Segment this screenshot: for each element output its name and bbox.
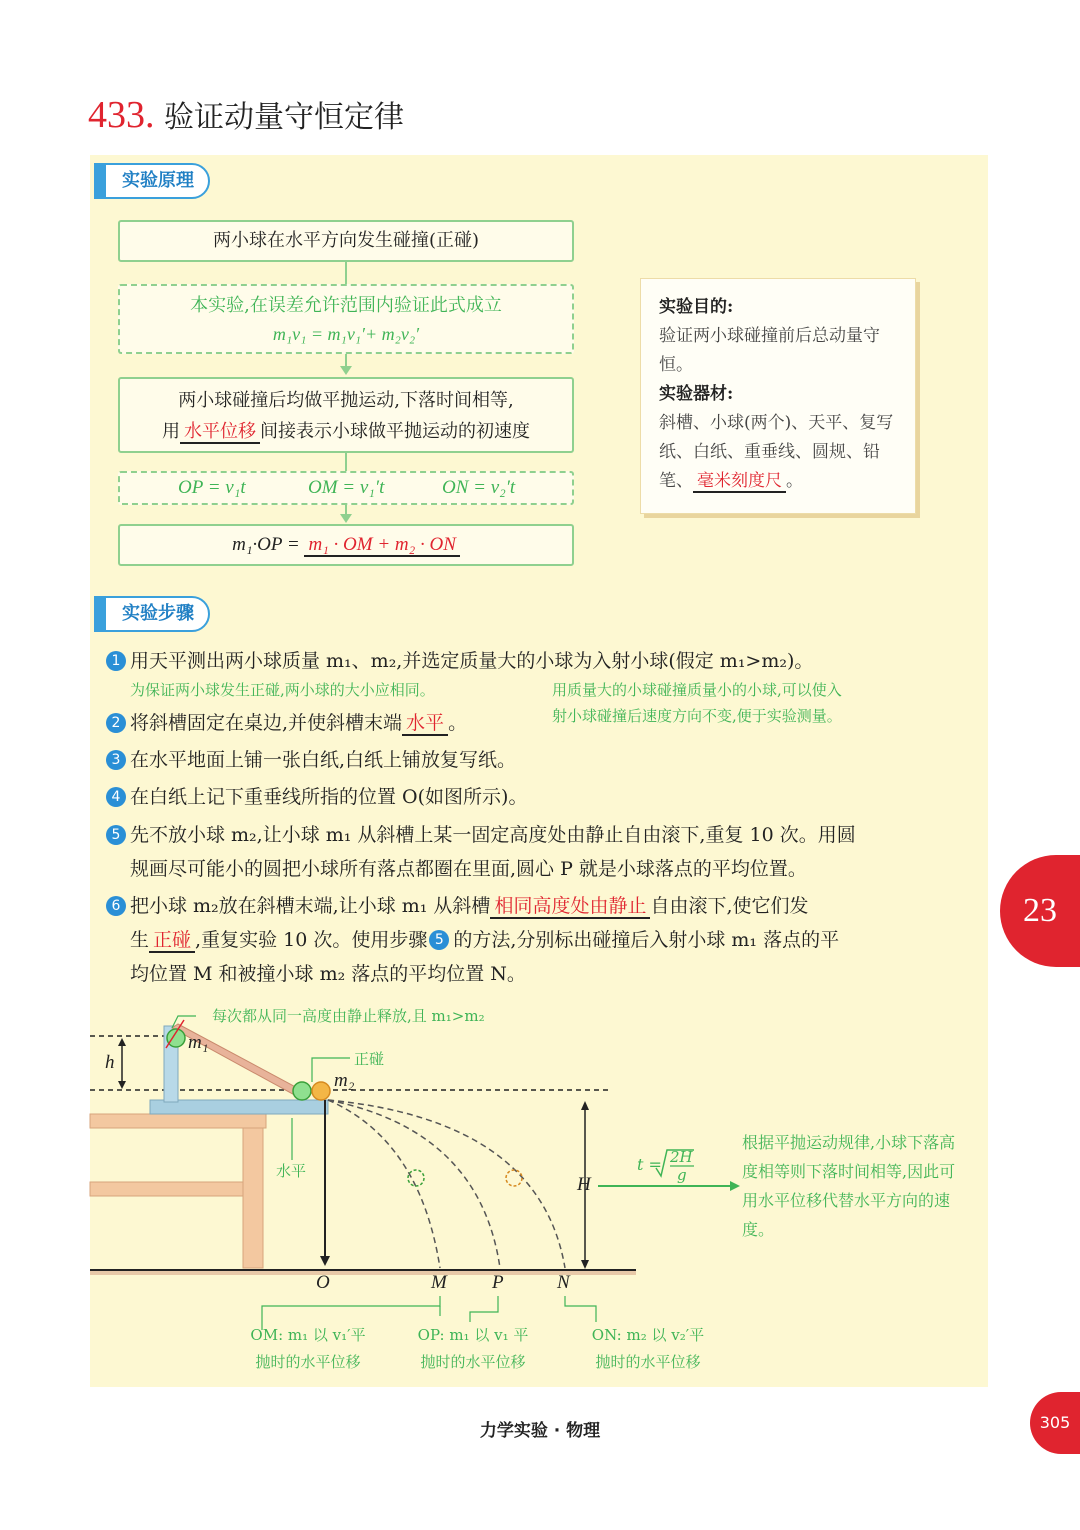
note-level: 水平 [276, 1162, 307, 1180]
note-head-on: 正碰 [354, 1050, 385, 1068]
step-ref-icon: 5 [429, 930, 449, 950]
flow-box-projectile-pre: 用 [162, 421, 180, 442]
section-number: 433. [88, 94, 155, 136]
note-same-height: 每次都从同一高度由静止释放,且 m₁>m₂ [212, 1007, 485, 1025]
note-same-size: 为保证两小球发生正碰,两小球的大小应相同。 [130, 681, 435, 699]
note-om [238, 1322, 378, 1376]
note-mass-line2: 射小球碰撞后速度方向不变,便于实验测量。 [552, 707, 842, 725]
step-number-icon: 5 [106, 825, 126, 845]
note-on [578, 1322, 718, 1376]
step-number-icon: 4 [106, 787, 126, 807]
section-title: 验证动量守恒定律 [164, 100, 405, 135]
label-O: O [316, 1272, 330, 1293]
arrow-down-icon [118, 1081, 126, 1089]
table-rail [90, 1182, 246, 1196]
bracket-op [470, 1296, 498, 1322]
formula-2H: 2H [670, 1148, 693, 1166]
step-number-icon: 1 [106, 651, 126, 671]
answer-blank-ruler: 毫米刻度尺 [693, 471, 786, 493]
note-on-line2: 抛时的水平位移 [595, 1353, 701, 1371]
table-leg [243, 1128, 263, 1268]
step-2-end: 。 [448, 712, 468, 734]
step-6-line3: 均位置 M 和被撞小球 m₂ 落点的平均位置 N。 [130, 963, 526, 985]
step-6-mid: 自由滚下,使它们发 [650, 895, 809, 917]
note-om-line1: OM: m₁ 以 v₁′平 [250, 1326, 366, 1344]
step-6-line2-pre: 生 [130, 929, 150, 951]
step-number-icon: 2 [106, 713, 126, 733]
trajectory-n [328, 1100, 565, 1268]
note-om-line2: 抛时的水平位移 [255, 1353, 361, 1371]
arrow-down-icon [581, 1260, 589, 1269]
formula-g: g [677, 1166, 687, 1184]
answer-blank-head-on: 正碰 [149, 929, 195, 953]
equipment-end: 。 [786, 471, 803, 491]
plumb-bob-icon [320, 1256, 330, 1266]
formula-result-lhs: m₁·OP = [232, 534, 300, 555]
equipment-label: 实验器材: [659, 384, 734, 404]
step-6-text: 把小球 m₂放在斜槽末端,让小球 m₁ 从斜槽 [130, 895, 491, 917]
step-5-line1: 先不放小球 m₂,让小球 m₁ 从斜槽上某一固定高度处由静止自由滚下,重复 10 次。用圆 [130, 824, 856, 846]
bracket-on [565, 1296, 596, 1322]
label-m2: m₂ [334, 1070, 355, 1091]
ground-fill [90, 1271, 636, 1275]
purpose-label: 实验目的: [659, 297, 734, 317]
label-P: P [492, 1272, 504, 1293]
answer-blank-horizontal: 水平 [402, 712, 448, 736]
formula-on: ON = v₂′t [442, 477, 516, 498]
note-op [403, 1322, 543, 1376]
flow-box-verify-line1: 本实验,在误差允许范围内验证此式成立 [190, 295, 502, 316]
formula-op: OP = v₁t [178, 477, 246, 498]
arrow-right-icon [730, 1181, 740, 1191]
tag-principle: 实验原理 [94, 163, 210, 199]
note-projectile-rule: 根据平抛运动规律,小球下落高度相等则下落时间相等,因此可用水平位移代替水平方向的速度。 [742, 1133, 956, 1239]
trajectory-m [328, 1100, 440, 1268]
page-footer: 力学实验 · 物理 [479, 1421, 601, 1441]
step-5-line2: 规画尽可能小的圆把小球所有落点都圈在里面,圆心 P 就是小球落点的平均位置。 [130, 858, 807, 880]
chapter-tab: 23 [1000, 855, 1080, 967]
ball-m2-falling [506, 1170, 522, 1186]
step-1-text: 用天平测出两小球质量 m₁、m₂,并选定质量大的小球为入射小球(假定 m₁>m₂)。 [130, 650, 814, 672]
purpose-text: 验证两小球碰撞前后总动量守恒。 [659, 326, 880, 375]
flow-box-collision-text: 两小球在水平方向发生碰撞(正碰) [212, 230, 480, 251]
step-6-line2-end: 的方法,分别标出碰撞后入射小球 m₁ 落点的平 [453, 929, 840, 951]
flow-box-projectile-post: 间接表示小球做平抛运动的初速度 [260, 421, 530, 442]
label-H: H [577, 1174, 591, 1195]
answer-blank-same-height: 相同高度处由静止 [490, 895, 650, 919]
label-h: h [105, 1052, 115, 1073]
page-number: 305 [1030, 1392, 1080, 1454]
step-4-text: 在白纸上记下重垂线所指的位置 O(如图所示)。 [130, 786, 528, 808]
note-op-line2: 抛时的水平位移 [420, 1353, 526, 1371]
arrow-up-icon [118, 1038, 126, 1046]
step-2-text: 将斜槽固定在桌边,并使斜槽末端 [130, 712, 403, 734]
ball-m1-falling [408, 1170, 424, 1186]
answer-blank-result: m₁ · OM + m₂ · ON [304, 534, 459, 557]
note-on-line1: ON: m₂ 以 v₂′平 [591, 1326, 705, 1344]
label-M: M [431, 1272, 447, 1293]
ball-m2 [312, 1082, 330, 1100]
flow-box-projectile-line1: 两小球碰撞后均做平抛运动,下落时间相等, [178, 390, 514, 411]
step-3-text: 在水平地面上铺一张白纸,白纸上铺放复写纸。 [130, 749, 517, 771]
step-number-icon: 3 [106, 750, 126, 770]
label-m1: m₁ [188, 1032, 209, 1053]
ball-m1-end [293, 1082, 311, 1100]
flow-box-verify-formula: m₁v₁ = m₁v₁′+ m₂v₂′ [272, 324, 420, 344]
answer-blank-displacement: 水平位移 [180, 421, 260, 444]
note-mass-line1: 用质量大的小球碰撞质量小的小球,可以使入 [552, 681, 842, 699]
equipment-list: 斜槽、小球(两个)、天平、复写纸、白纸、重垂线、圆规、铅笔、 [659, 413, 894, 491]
label-N: N [557, 1272, 570, 1293]
step-6-line2-mid: ,重复实验 10 次。使用步骤 [195, 929, 428, 951]
formula-t: t = [637, 1155, 662, 1174]
note-op-line1: OP: m₁ 以 v₁ 平 [417, 1326, 529, 1344]
table-top [90, 1114, 266, 1128]
formula-om: OM = v₁′t [308, 477, 385, 498]
step-number-icon: 6 [106, 896, 126, 916]
arrow-up-icon [581, 1101, 589, 1110]
tag-steps: 实验步骤 [94, 596, 210, 632]
